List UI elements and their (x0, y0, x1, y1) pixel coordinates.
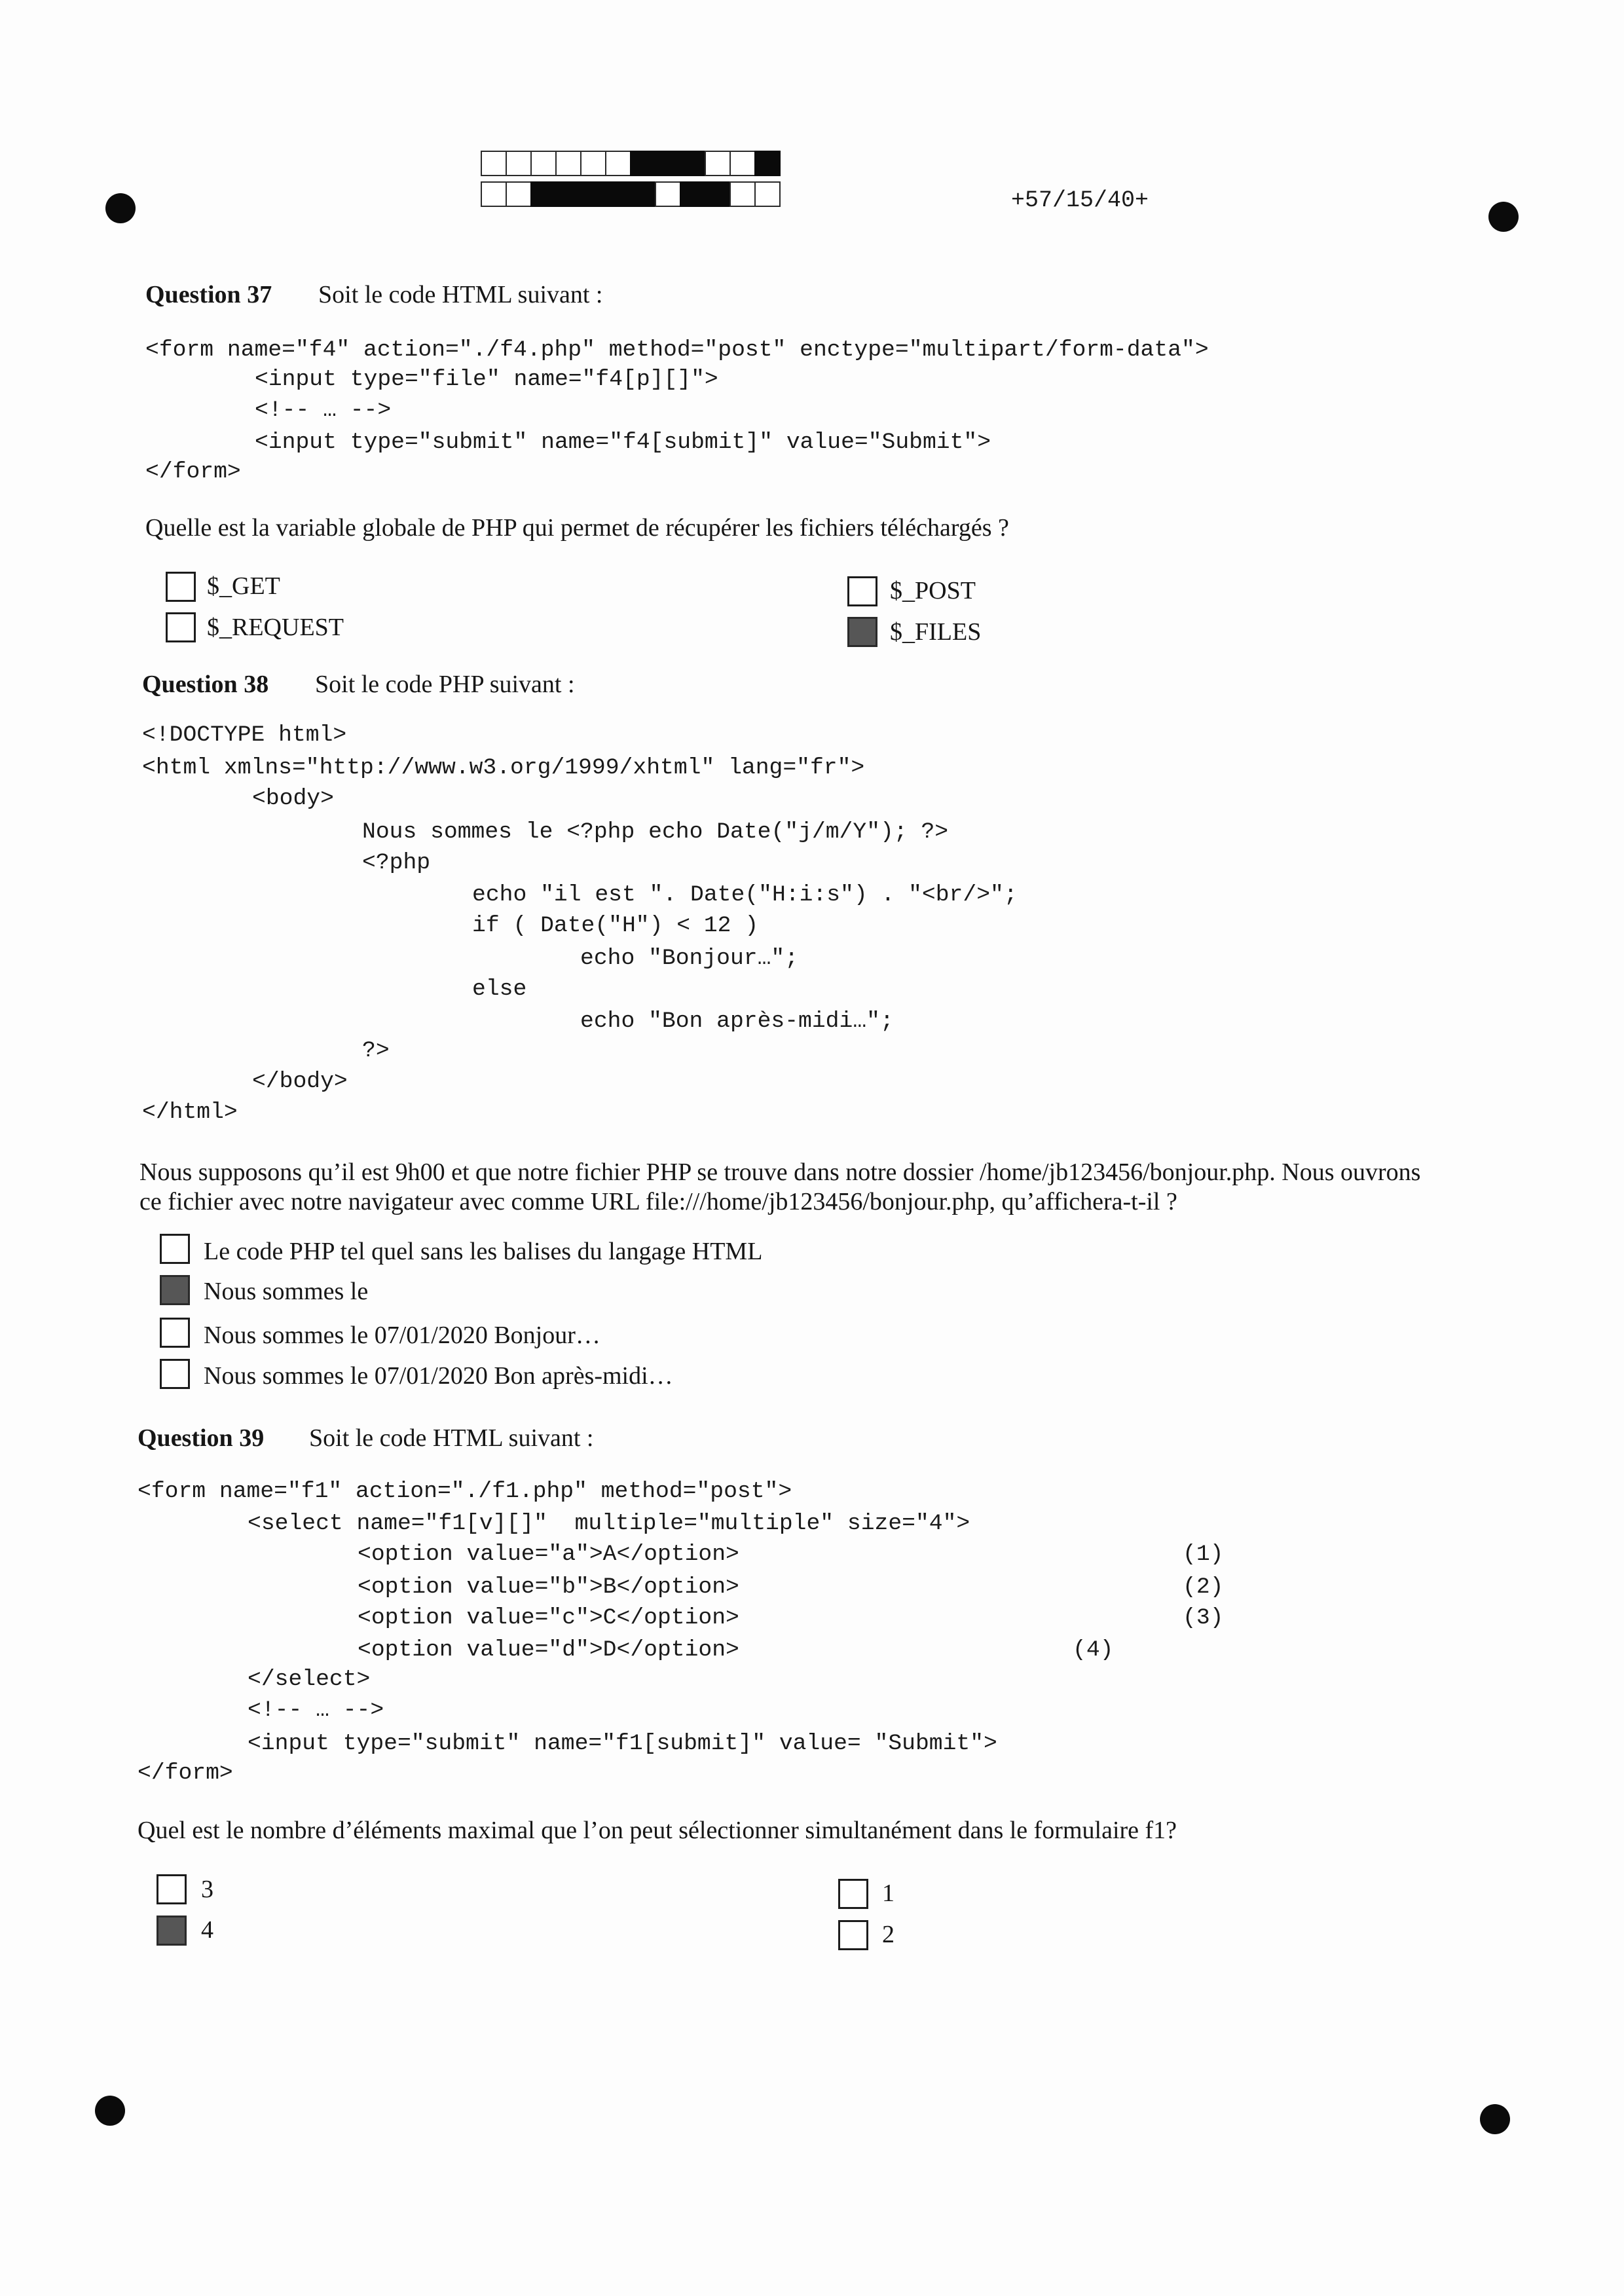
answer-label: $_FILES (890, 618, 982, 646)
code-line: if ( Date("H") < 12 ) (472, 913, 759, 938)
answer-label: Nous sommes le 07/01/2020 Bonjour… (204, 1322, 600, 1349)
option-marker: (1) (1183, 1542, 1224, 1567)
question-prompt: Quel est le nombre d’éléments maximal que l’on peut sélectionner simultanément dans le formulaire f1? (138, 1817, 1177, 1844)
barcode-cell-empty (580, 151, 606, 176)
answer-checkbox[interactable] (160, 1359, 190, 1389)
code-line: <input type="submit" name="f1[submit]" value= "Submit"> (248, 1731, 997, 1756)
answer-checkbox[interactable] (157, 1874, 187, 1904)
barcode-cell-filled (580, 181, 606, 207)
barcode-cell-empty (555, 151, 581, 176)
code-line: <form name="f4" action="./f4.php" method="post" enctype="multipart/form-data"> (145, 337, 1209, 363)
answer-label: $_GET (207, 572, 280, 600)
answer-checkbox[interactable] (166, 612, 196, 642)
code-line: <!-- … --> (248, 1697, 384, 1723)
code-line: else (472, 976, 527, 1002)
answer-checkbox[interactable] (166, 572, 196, 602)
barcode-cell-empty (506, 181, 532, 207)
code-line: <!-- … --> (255, 398, 392, 423)
barcode (481, 151, 779, 207)
answer-checkbox[interactable] (160, 1275, 190, 1305)
question-prompt: Quelle est la variable globale de PHP qui permet de récupérer les fichiers téléchargés ? (145, 514, 1009, 542)
barcode-cell-empty (481, 181, 507, 207)
answer-label: 4 (201, 1916, 213, 1944)
code-line: <option value="a">A</option> (358, 1542, 739, 1567)
code-line: <?php (362, 850, 431, 876)
answer-label: $_REQUEST (207, 614, 344, 641)
answer-checkbox[interactable] (838, 1879, 868, 1909)
question-title: Question 37 (145, 281, 272, 308)
answer-label: $_POST (890, 577, 976, 604)
question-intro: Soit le code HTML suivant : (318, 281, 603, 308)
answer-label: Le code PHP tel quel sans les balises du langage HTML (204, 1238, 763, 1265)
code-line: <option value="c">C</option> (358, 1605, 739, 1631)
registration-mark-bottom-right (1480, 2104, 1510, 2134)
barcode-cell-empty (481, 151, 507, 176)
code-line: <input type="submit" name="f4[submit]" value="Submit"> (255, 430, 991, 455)
barcode-cell-empty (705, 151, 731, 176)
answer-checkbox[interactable] (847, 576, 877, 606)
answer-checkbox[interactable] (160, 1234, 190, 1264)
code-line: </html> (142, 1100, 238, 1125)
barcode-cell-filled (530, 181, 557, 207)
registration-mark-bottom-left (95, 2096, 125, 2126)
code-line: </form> (138, 1760, 233, 1786)
question-context-line: Nous supposons qu’il est 9h00 et que notre fichier PHP se trouve dans notre dossier /home/jb123456/bonjour.php. Nous ouvrons (139, 1158, 1421, 1186)
barcode-cell-filled (655, 151, 681, 176)
answer-label: Nous sommes le 07/01/2020 Bon après-midi… (204, 1362, 673, 1390)
code-line: <!DOCTYPE html> (142, 722, 347, 748)
code-line: <option value="b">B</option> (358, 1574, 739, 1600)
question-context-line: ce fichier avec notre navigateur avec comme URL file:///home/jb123456/bonjour.php, qu’affichera-t-il ? (139, 1188, 1177, 1215)
barcode-cell-filled (630, 181, 656, 207)
barcode-cell-empty (729, 151, 756, 176)
code-line: <html xmlns="http://www.w3.org/1999/xhtml" lang="fr"> (142, 755, 865, 781)
code-line: echo "Bon après-midi…"; (580, 1009, 894, 1034)
code-line: <input type="file" name="f4[p][]"> (255, 367, 718, 392)
option-marker: (2) (1183, 1574, 1224, 1600)
barcode-cell-empty (506, 151, 532, 176)
code-line: echo "il est ". Date("H:i:s") . "<br/>"; (472, 882, 1018, 908)
barcode-cell-empty (754, 181, 781, 207)
barcode-cell-empty (605, 151, 631, 176)
registration-mark-top-left (105, 193, 136, 223)
code-line: <option value="d">D</option> (358, 1637, 739, 1663)
answer-label: Nous sommes le (204, 1278, 369, 1305)
barcode-cell-empty (530, 151, 557, 176)
question-title: Question 38 (142, 671, 269, 698)
barcode-cell-empty (655, 181, 681, 207)
answer-checkbox[interactable] (160, 1318, 190, 1348)
answer-label: 3 (201, 1876, 213, 1903)
code-line: <select name="f1[v][]" multiple="multiple" size="4"> (248, 1511, 970, 1536)
barcode-cell-filled (680, 181, 706, 207)
answer-label: 1 (882, 1879, 895, 1907)
question-intro: Soit le code PHP suivant : (315, 671, 575, 698)
barcode-cell-filled (680, 151, 706, 176)
barcode-cell-filled (555, 181, 581, 207)
code-line: </select> (248, 1667, 371, 1692)
code-line: </form> (145, 459, 241, 485)
option-marker: (4) (1073, 1637, 1114, 1663)
answer-checkbox[interactable] (847, 617, 877, 647)
barcode-cell-filled (605, 181, 631, 207)
question-intro: Soit le code HTML suivant : (309, 1424, 594, 1452)
code-line: <body> (252, 786, 334, 811)
code-line: <form name="f1" action="./f1.php" method="post"> (138, 1479, 792, 1504)
answer-checkbox[interactable] (838, 1920, 868, 1950)
barcode-cell-filled (754, 151, 781, 176)
code-line: echo "Bonjour…"; (580, 946, 799, 971)
answer-checkbox[interactable] (157, 1916, 187, 1946)
code-line: Nous sommes le <?php echo Date("j/m/Y"); ?> (362, 819, 949, 845)
barcode-cell-filled (705, 181, 731, 207)
answer-label: 2 (882, 1921, 895, 1948)
barcode-cell-filled (630, 151, 656, 176)
barcode-cell-empty (729, 181, 756, 207)
option-marker: (3) (1183, 1605, 1224, 1631)
code-line: ?> (362, 1038, 390, 1064)
question-title: Question 39 (138, 1424, 265, 1452)
sheet-code: +57/15/40+ (1011, 187, 1149, 213)
registration-mark-top-right (1488, 202, 1519, 232)
code-line: </body> (252, 1069, 348, 1094)
